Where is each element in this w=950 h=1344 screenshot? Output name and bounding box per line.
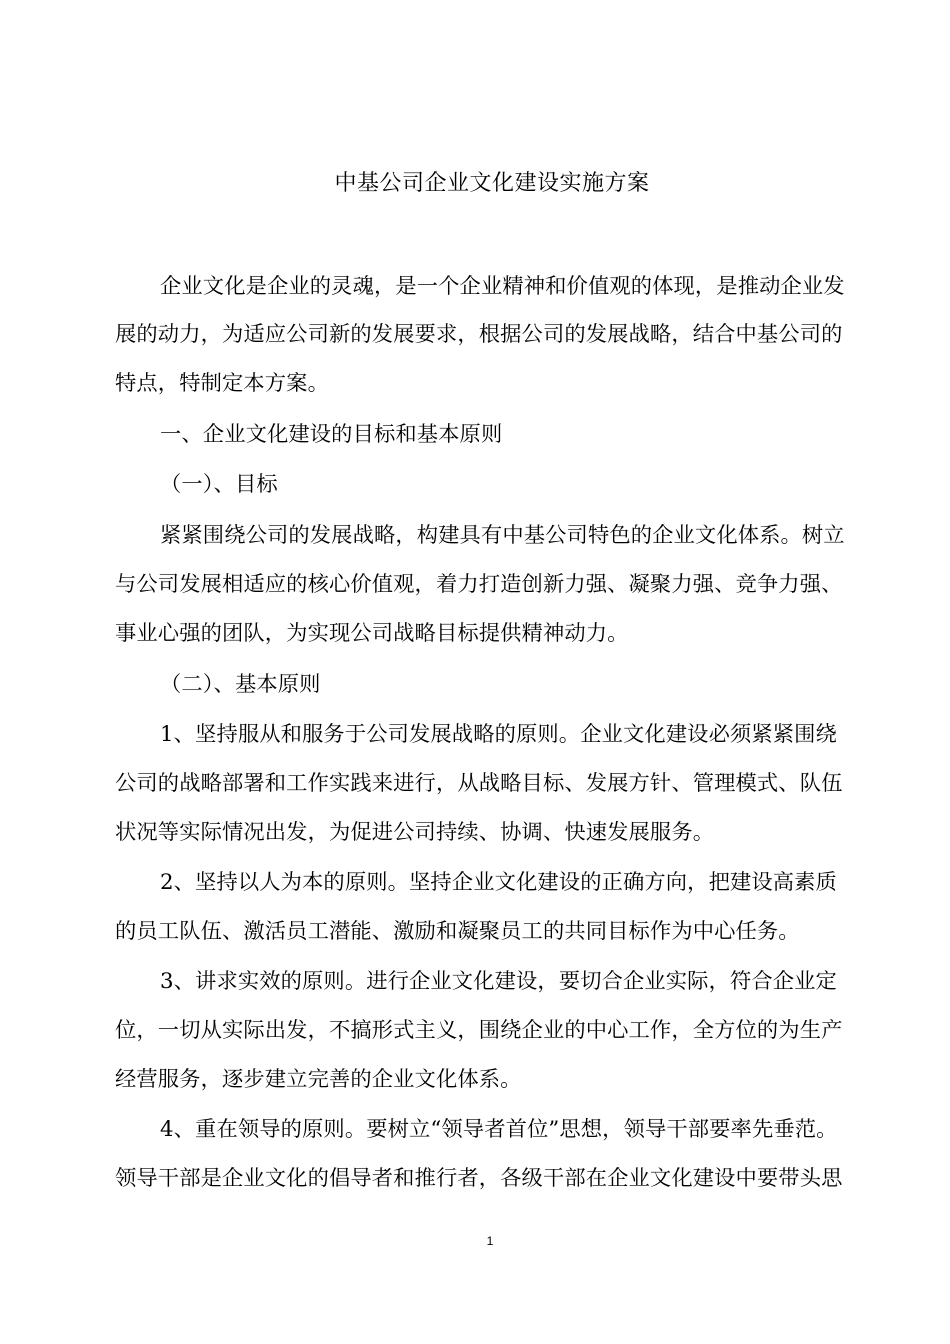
paragraph-line: 2、坚持以人为本的原则。坚持企业文化建设的正确方向，把建设高素质 [160,870,837,895]
subsection-heading: （二）、基本原则 [160,672,321,697]
paragraph-line: 与公司发展相适应的核心价值观，着力打造创新力强、凝聚力强、竞争力强、 [115,572,843,597]
section-heading: 一、企业文化建设的目标和基本原则 [160,422,503,447]
paragraph-line: 的员工队伍、激活员工潜能、激励和凝聚员工的共同目标作为中心任务。 [115,919,800,944]
paragraph-line: 企业文化是企业的灵魂，是一个企业精神和价值观的体现，是推动企业发 [160,274,845,299]
document-title: 中基公司企业文化建设实施方案 [334,171,650,196]
subsection-heading: （一）、目标 [160,472,278,497]
page-number: 1 [486,1234,494,1248]
paragraph-line: 位，一切从实际出发，不搞形式主义，围绕企业的中心工作，全方位的为生产 [115,1018,843,1043]
paragraph-line: 特点，特制定本方案。 [115,371,329,396]
paragraph-line: 1、坚持服从和服务于公司发展战略的原则。企业文化建设必须紧紧围绕 [160,722,837,747]
paragraph-line: 领导干部是企业文化的倡导者和推行者，各级干部在企业文化建设中要带头思 [115,1166,843,1191]
paragraph-line: 状况等实际情况出发，为促进公司持续、协调、快速发展服务。 [115,820,715,845]
paragraph-line: 3、讲求实效的原则。进行企业文化建设，要切合企业实际，符合企业定 [160,969,837,994]
paragraph-line: 公司的战略部署和工作实践来进行，从战略目标、发展方针、管理模式、队伍 [115,771,843,796]
paragraph-line: 展的动力，为适应公司新的发展要求，根据公司的发展战略，结合中基公司的 [115,322,843,347]
paragraph-line: 4、重在领导的原则。要树立“领导者首位”思想，领导干部要率先垂范。 [160,1117,838,1142]
paragraph-line: 事业心强的团队，为实现公司战略目标提供精神动力。 [115,621,629,646]
paragraph-line: 经营服务，逐步建立完善的企业文化体系。 [115,1067,522,1092]
paragraph-line: 紧紧围绕公司的发展战略，构建具有中基公司特色的企业文化体系。树立 [160,523,845,548]
